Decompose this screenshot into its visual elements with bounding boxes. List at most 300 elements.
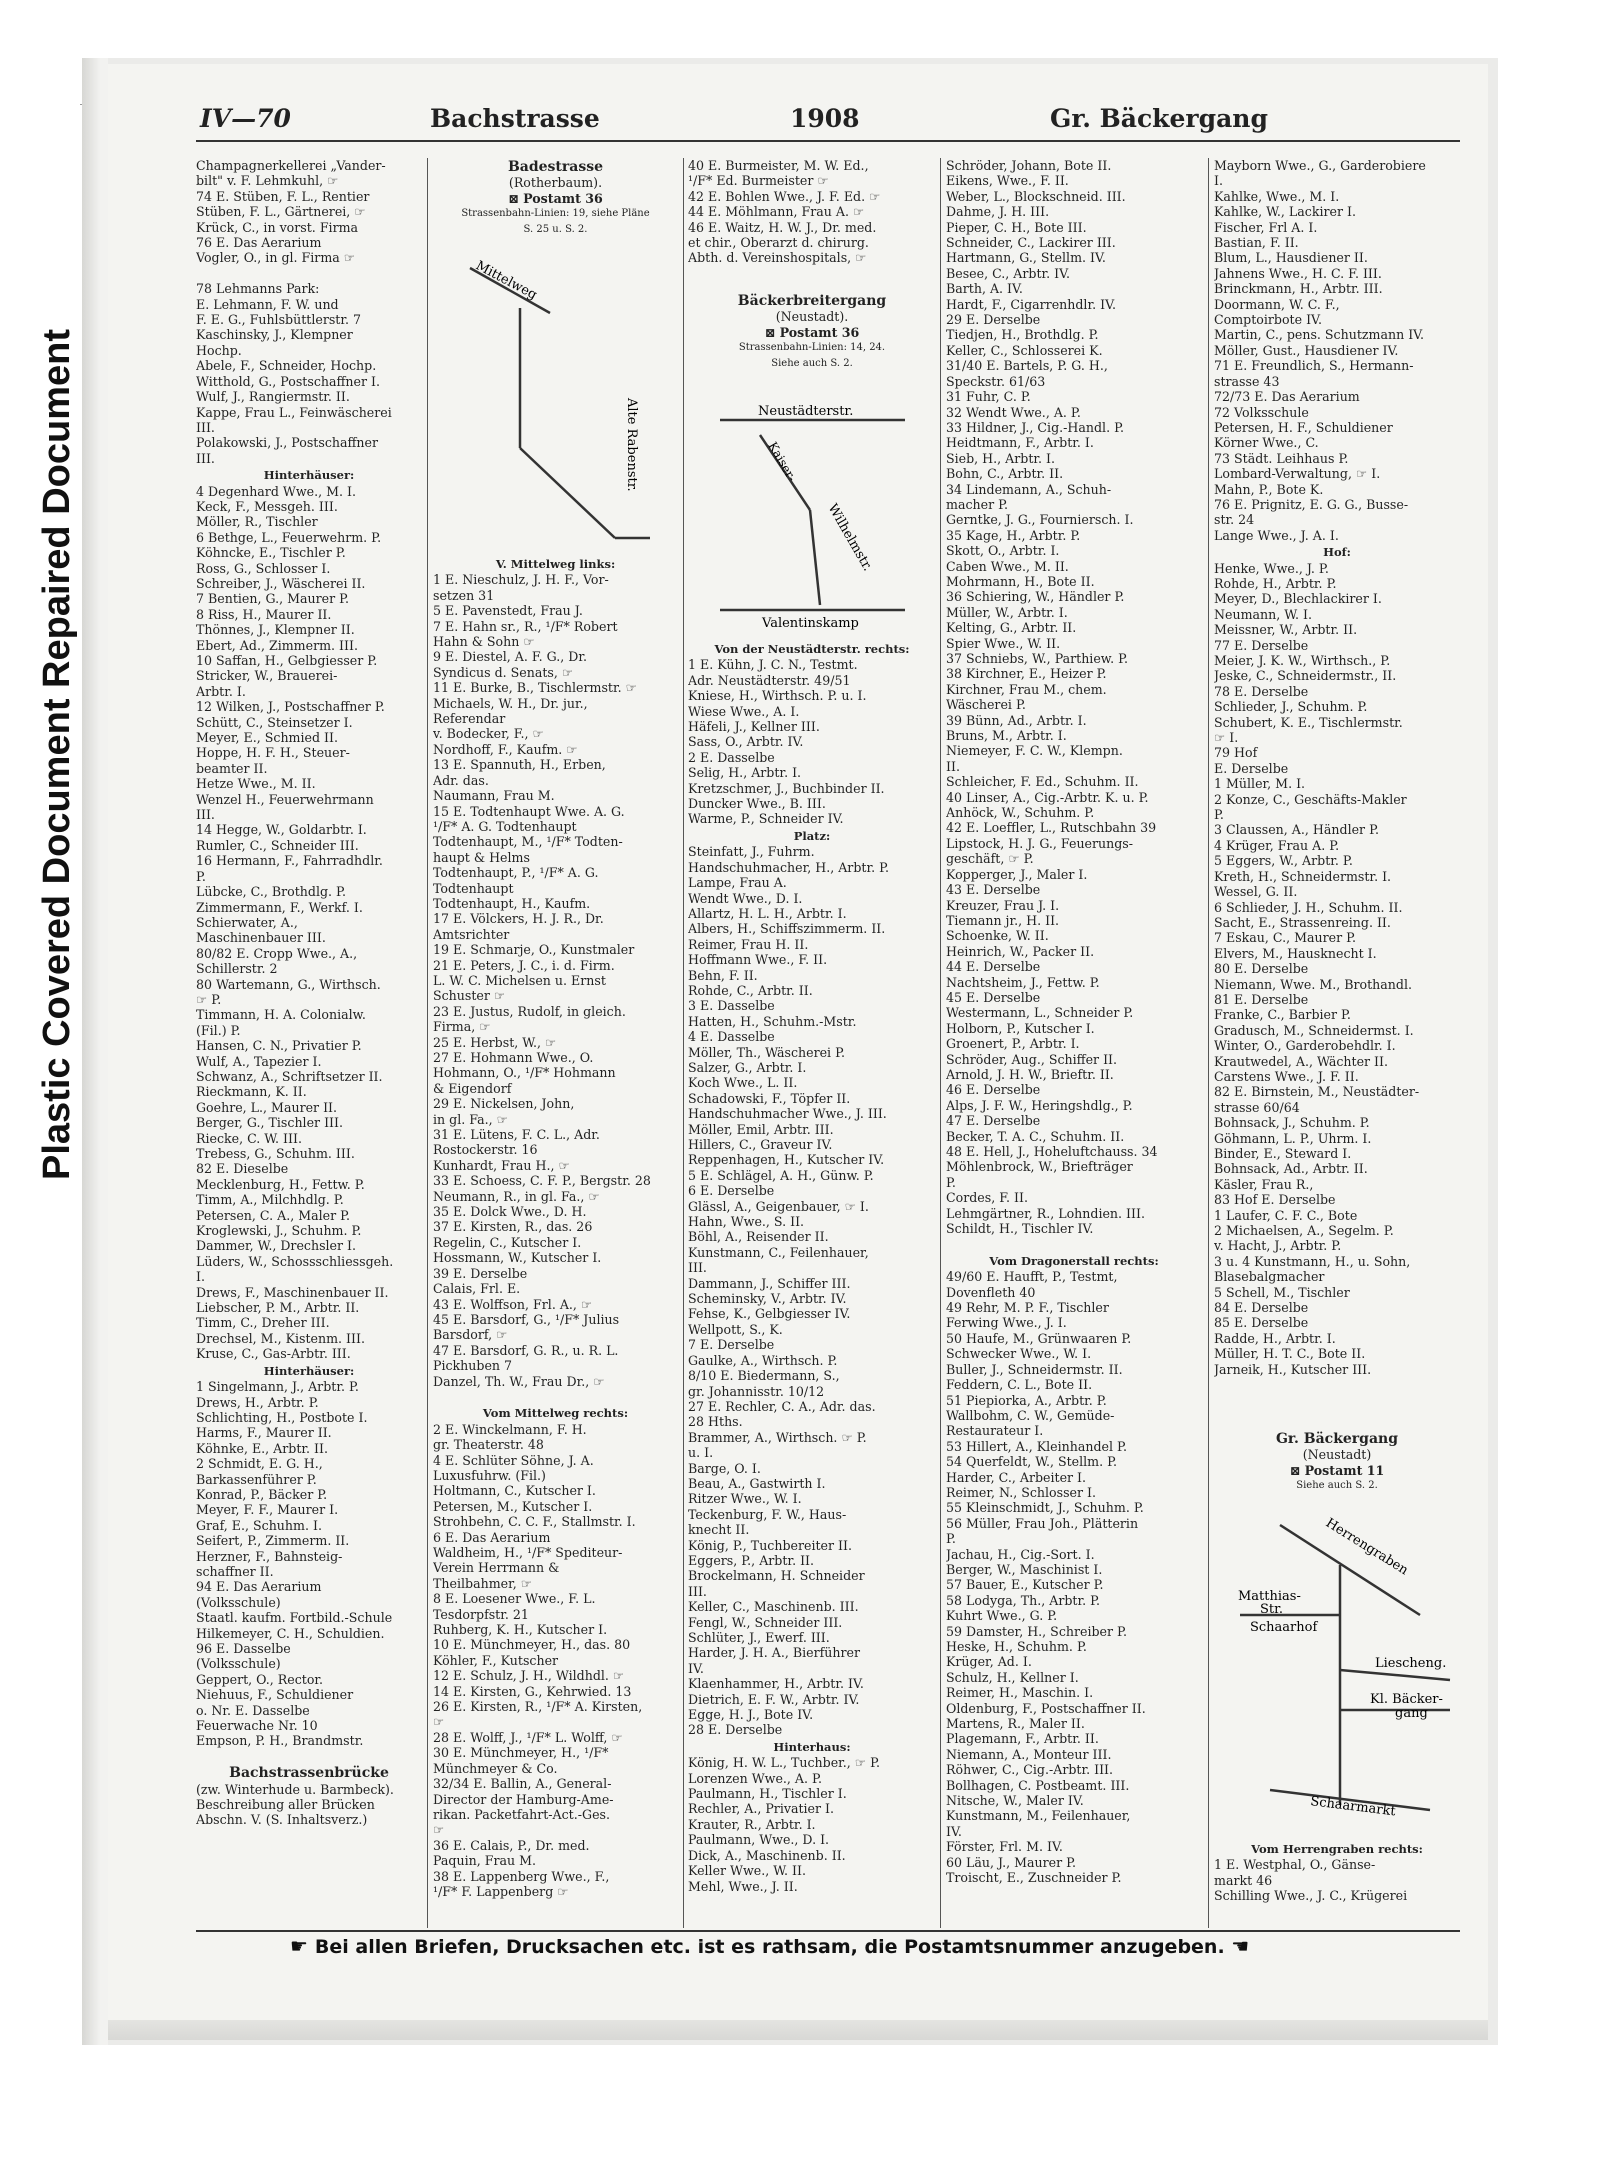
directory-entry: P. xyxy=(1214,807,1224,823)
directory-entry: Holborn, P., Kutscher I. xyxy=(946,1020,1095,1036)
map-label-c: Wilhelmstr. xyxy=(824,501,875,574)
directory-entry: Stricker, W., Brauerei- xyxy=(196,668,338,684)
directory-entry: Kunhardt, Frau H., ☞ xyxy=(433,1157,570,1173)
directory-entry: ☞ xyxy=(433,1822,445,1838)
directory-entry: Carstens Wwe., J. F. II. xyxy=(1214,1068,1359,1084)
directory-entry: Kahlke, W., Lackirer I. xyxy=(1214,204,1356,220)
directory-entry: 6 E. Derselbe xyxy=(688,1183,775,1199)
directory-entry: 25 E. Herbst, W., ☞ xyxy=(433,1034,557,1050)
directory-entry: 26 E. Kirsten, R., ¹/F* A. Kirsten, xyxy=(433,1699,643,1715)
directory-entry: II. xyxy=(946,758,960,774)
directory-entry: Schröder, Johann, Bote II. xyxy=(946,158,1112,173)
directory-entry: 28 E. Derselbe xyxy=(688,1722,783,1738)
directory-entry: Speckstr. 61/63 xyxy=(946,373,1046,389)
directory-entry: 45 E. Barsdorf, G., ¹/F* Julius xyxy=(433,1311,620,1327)
directory-entry: 42 E. Loeffler, L., Rutschbahn 39 xyxy=(946,820,1157,836)
directory-entry: Scheminsky, V., Arbtr. IV. xyxy=(688,1291,847,1307)
directory-entry: 38 E. Lappenberg Wwe., F., xyxy=(433,1868,610,1884)
stamp-label: Plastic Covered Document Repaired Document xyxy=(36,329,78,1180)
directory-entry: Tiemann jr., H. II. xyxy=(946,912,1060,928)
directory-entry: Teckenburg, F. W., Haus- xyxy=(688,1506,847,1522)
directory-entry: Timm, C., Dreher III. xyxy=(196,1315,330,1331)
directory-entry: Klaenhammer, H., Arbtr. IV. xyxy=(688,1676,864,1692)
directory-entry: Cordes, F. II. xyxy=(946,1190,1028,1206)
directory-entry: 4 E. Schlüter Söhne, J. A. xyxy=(433,1452,594,1468)
directory-entry: Schadowski, F., Töpfer II. xyxy=(688,1090,851,1106)
directory-entry: 35 E. Dolck Wwe., D. H. xyxy=(433,1204,587,1220)
directory-entry: Dietrich, E. F. W., Arbtr. IV. xyxy=(688,1691,860,1707)
map-road xyxy=(810,510,820,605)
pointing-hand-icon: ☚ xyxy=(1231,1934,1250,1958)
directory-entry: ☞ I. xyxy=(1214,730,1239,746)
directory-entry: 59 Damster, H., Schreiber P. xyxy=(946,1623,1127,1639)
directory-entry: Bohn, C., Arbtr. II. xyxy=(946,466,1064,482)
directory-entry: 60 Läu, J., Maurer P. xyxy=(946,1854,1077,1870)
postamt-label: ⊠ Postamt 36 xyxy=(508,190,603,206)
directory-entry: 8 Riss, H., Maurer II. xyxy=(196,606,332,622)
directory-entry: Gradusch, M., Schneidermst. I. xyxy=(1214,1022,1414,1038)
directory-entry: Nachtsheim, J., Fettw. P. xyxy=(946,974,1100,990)
directory-entry: Jarneik, H., Kutscher III. xyxy=(1214,1361,1372,1377)
directory-entry: Egge, H. J., Bote IV. xyxy=(688,1707,814,1723)
directory-entry: 31 E. Lütens, F. C. L., Adr. xyxy=(433,1127,600,1143)
street-map-baeckerbreitergang xyxy=(700,395,930,635)
directory-entry: 7 E. Hahn sr., R., ¹/F* Robert xyxy=(433,618,618,634)
directory-entry: gr. Theaterstr. 48 xyxy=(433,1437,544,1453)
directory-entry: Jeske, C., Schneidermstr., II. xyxy=(1214,668,1397,684)
directory-entry: Sass, O., Arbtr. IV. xyxy=(688,734,804,750)
directory-entry: Westermann, L., Schneider P. xyxy=(946,1005,1134,1021)
directory-entry: 6 Schlieder, J. H., Schuhm. II. xyxy=(1214,899,1403,915)
directory-entry: Lüders, W., Schossschliessgeh. xyxy=(196,1253,394,1269)
directory-entry: 44 E. Derselbe xyxy=(946,959,1041,975)
map-label-b: Kaiser- xyxy=(765,439,800,484)
directory-entry: Todtenhaupt xyxy=(433,880,514,896)
directory-entry: Niemeyer, F. C. W., Klempn. xyxy=(946,743,1123,759)
directory-entry: Barth, A. IV. xyxy=(946,281,1023,297)
directory-entry: Hartmann, G., Stellm. IV. xyxy=(946,250,1106,266)
directory-entry: in gl. Fa., ☞ xyxy=(433,1111,508,1127)
directory-entry xyxy=(196,1749,422,1764)
directory-entry: 81 E. Derselbe xyxy=(1214,991,1309,1007)
directory-entry: Paulmann, H., Tischler I. xyxy=(688,1786,847,1802)
directory-entry: Hardt, F., Cigarrenhdlr. IV. xyxy=(946,296,1116,312)
directory-entry: Martens, R., Maler II. xyxy=(946,1716,1085,1732)
column-3-header xyxy=(688,292,936,371)
directory-entry: (Volksschule) xyxy=(196,1594,281,1610)
directory-entry: 50 Haufe, M., Grünwaaren P. xyxy=(946,1330,1132,1346)
directory-entry: Blasebalgmacher xyxy=(1214,1269,1325,1285)
directory-entry: 42 E. Bohlen Wwe., J. F. Ed. ☞ xyxy=(688,188,881,204)
directory-entry: Tiedjen, H., Brothdlg. P. xyxy=(946,327,1099,343)
footer-rule xyxy=(196,1930,1460,1932)
directory-entry: 35 Kage, H., Arbtr. P. xyxy=(946,527,1081,543)
directory-entry: Lübcke, C., Brothdlg. P. xyxy=(196,884,346,900)
directory-entry: Ritzer Wwe., W. I. xyxy=(688,1491,802,1507)
directory-entry: 36 Schiering, W., Händler P. xyxy=(946,589,1125,605)
directory-entry: 49/60 E. Haufft, P., Testmt, xyxy=(946,1269,1118,1285)
column-5 xyxy=(1214,158,1460,1377)
section-heading: Vom Herrengraben rechts: xyxy=(1251,1842,1423,1856)
directory-entry: setzen 31 xyxy=(433,587,495,603)
directory-entry: Todtenhaupt, H., Kaufm. xyxy=(433,895,591,911)
directory-entry: 7 Eskau, C., Maurer P. xyxy=(1214,930,1357,946)
directory-entry: IV. xyxy=(946,1823,962,1839)
directory-entry: Schütt, C., Steinsetzer I. xyxy=(196,714,353,730)
directory-entry: Kreth, H., Schneidermstr. I. xyxy=(1214,868,1392,884)
directory-entry: Paquin, Frau M. xyxy=(433,1853,537,1869)
directory-entry: Radde, H., Arbtr. I. xyxy=(1214,1330,1336,1346)
directory-entry: Handschuhmacher Wwe., J. III. xyxy=(688,1106,887,1122)
directory-entry: 3 u. 4 Kunstmann, H., u. Sohn, xyxy=(1214,1253,1411,1269)
directory-entry: Oldenburg, F., Postschaffner II. xyxy=(946,1700,1146,1716)
directory-entry: 32 Wendt Wwe., A. P. xyxy=(946,404,1081,420)
directory-entry: E. Derselbe xyxy=(1214,760,1289,776)
directory-entry: Eggers, P., Arbtr. II. xyxy=(688,1552,815,1568)
directory-entry: 7 Bentien, G., Maurer P. xyxy=(196,591,350,607)
directory-entry: Franke, C., Barbier P. xyxy=(1214,1007,1351,1023)
directory-entry: Drews, F., Maschinenbauer II. xyxy=(196,1284,389,1300)
map-label-d: Valentinskamp xyxy=(762,616,859,631)
directory-entry: Alps, J. F. W., Heringshdlg., P. xyxy=(946,1097,1133,1113)
directory-entry: Hilkemeyer, C. H., Schuldien. xyxy=(196,1625,385,1641)
directory-entry: 5 E. Pavenstedt, Frau J. xyxy=(433,603,583,619)
directory-entry: 1 E. Nieschulz, J. H. F., Vor- xyxy=(433,572,609,588)
directory-entry: Nordhoff, F., Kaufm. ☞ xyxy=(433,741,578,757)
directory-entry: 51 Piepiorka, A., Arbtr. P. xyxy=(946,1392,1107,1408)
directory-entry: 72/73 E. Das Aerarium xyxy=(1214,389,1360,405)
directory-entry: 54 Querfeldt, W., Stellm. P. xyxy=(946,1454,1118,1470)
directory-entry: 6 E. Das Aerarium xyxy=(433,1529,551,1545)
tram-lines: Strassenbahn-Linien: 19, siehe Pläne xyxy=(461,208,650,220)
district-label: (Rotherbaum). xyxy=(508,175,603,191)
street-title: Badestrasse xyxy=(507,159,604,175)
directory-entry: Niehuus, F., Schuldiener xyxy=(196,1687,354,1703)
plan-reference: Siehe auch S. 2. xyxy=(1296,1480,1378,1492)
directory-entry: Beschreibung aller Brücken xyxy=(196,1797,375,1813)
directory-entry: Rohde, C., Arbtr. II. xyxy=(688,982,813,998)
directory-entry: strasse 60/64 xyxy=(1214,1099,1300,1115)
directory-entry: Meyer, F. F., Maurer I. xyxy=(196,1502,339,1518)
plan-reference: S. 25 u. S. 2. xyxy=(523,223,588,235)
directory-entry: Albers, H., Schiffszimmerm. II. xyxy=(688,921,886,937)
directory-entry: ☞ P. xyxy=(196,991,222,1007)
directory-entry: 30 E. Münchmeyer, H., ¹/F* xyxy=(433,1745,609,1761)
directory-entry: Häfeli, J., Kellner III. xyxy=(688,719,820,735)
directory-entry: ¹/F* Ed. Burmeister ☞ xyxy=(688,173,829,189)
directory-entry: Niemann, A., Monteur III. xyxy=(946,1746,1112,1762)
directory-entry: Rostockerstr. 16 xyxy=(433,1142,538,1158)
directory-entry: 37 Schniebs, W., Parthiew. P. xyxy=(946,651,1128,666)
directory-entry: & Eigendorf xyxy=(433,1080,512,1096)
directory-entry: Staatl. kaufm. Fortbild.-Schule xyxy=(196,1610,393,1626)
directory-entry: Köhnke, E., Arbtr. II. xyxy=(196,1440,328,1456)
district-label: (Neustadt) xyxy=(1302,1447,1372,1463)
directory-entry: 29 E. Nickelsen, John, xyxy=(433,1096,575,1112)
directory-entry: macher P. xyxy=(946,496,1009,512)
directory-entry: Schlüter, J., Ewerf. III. xyxy=(688,1630,830,1645)
column-3 xyxy=(688,640,936,1894)
directory-entry: Berger, G., Tischler III. xyxy=(196,1115,343,1131)
directory-entry: Caben Wwe., M. II. xyxy=(946,558,1069,574)
directory-entry: 72 Volksschule xyxy=(1214,404,1309,420)
directory-entry: 46 E. Derselbe xyxy=(946,1082,1041,1098)
directory-entry: Berger, W., Maschinist I. xyxy=(946,1561,1103,1577)
directory-entry: Petersen, C. A., Maler P. xyxy=(196,1207,351,1223)
directory-entry: Jachau, H., Cig.-Sort. I. xyxy=(946,1546,1095,1562)
directory-entry: Krück, C., in vorst. Firma xyxy=(196,219,359,235)
directory-entry: Drechsel, M., Kistenm. III. xyxy=(196,1330,365,1346)
directory-entry: Schierwater, A., xyxy=(196,914,298,930)
directory-entry: 40 Linser, A., Cig.-Arbtr. K. u. P. xyxy=(946,789,1149,805)
directory-entry: Dick, A., Maschinenb. II. xyxy=(688,1847,846,1863)
directory-entry: Strohbehn, C. C. F., Stallmstr. I. xyxy=(433,1514,636,1530)
directory-entry: Timm, A., Milchhdlg. P. xyxy=(196,1192,344,1208)
directory-entry: Krüger, Ad. I. xyxy=(946,1654,1032,1670)
directory-entry: Martin, C., pens. Schutzmann IV. xyxy=(1214,327,1425,343)
directory-entry: Duncker Wwe., B. III. xyxy=(688,796,826,812)
column-divider xyxy=(427,158,428,1928)
page-number: IV—70 xyxy=(200,104,291,133)
directory-entry: Zimmermann, F., Werkf. I. xyxy=(196,899,363,915)
directory-entry: Kroglewski, J., Schuhm. P. xyxy=(196,1223,362,1239)
directory-entry: Rieckmann, K. II. xyxy=(196,1084,307,1100)
directory-entry: Kreuzer, Frau J. I. xyxy=(946,897,1060,913)
directory-entry: 3 E. Dasselbe xyxy=(688,998,775,1014)
directory-entry: 55 Kleinschmidt, J., Schuhm. P. xyxy=(946,1500,1144,1516)
directory-entry: Lange Wwe., J. A. I. xyxy=(1214,527,1339,543)
directory-entry: Körner Wwe., C. xyxy=(1214,435,1319,451)
directory-entry: 28 Hths. xyxy=(688,1414,743,1430)
section-heading: Vom Mittelweg rechts: xyxy=(482,1406,629,1421)
directory-entry: 33 Hildner, J., Cig.-Handl. P. xyxy=(946,419,1125,435)
directory-entry: Blum, L., Hausdiener II. xyxy=(1214,250,1368,266)
directory-entry: Referendar xyxy=(433,711,506,727)
directory-entry: Witthold, G., Postschaffner I. xyxy=(196,373,380,389)
directory-entry: 39 Bünn, Ad., Arbtr. I. xyxy=(946,712,1087,728)
directory-entry: Lorenzen Wwe., A. P. xyxy=(688,1770,822,1786)
header-rule xyxy=(196,140,1460,142)
directory-entry: I. xyxy=(1214,173,1223,189)
directory-entry xyxy=(196,266,422,281)
directory-entry: Förster, Frl. M. IV. xyxy=(946,1839,1063,1855)
directory-entry: Niemann, Wwe. M., Brothandl. xyxy=(1214,976,1413,992)
directory-entry: Ross, G., Schlosser I. xyxy=(196,560,331,576)
directory-entry: 12 E. Schulz, J. H., Wildhdl. ☞ xyxy=(433,1668,625,1684)
map-label-b: Alte Rabenstr. xyxy=(624,398,639,492)
directory-entry: Calais, Frl. E. xyxy=(433,1281,521,1297)
directory-entry: Adr. das. xyxy=(433,772,489,788)
directory-entry: Waldheim, H., ¹/F* Spediteur- xyxy=(433,1545,623,1560)
directory-entry: Handschuhmacher, H., Arbtr. P. xyxy=(688,859,890,875)
directory-entry: Mehl, Wwe., J. II. xyxy=(688,1878,798,1894)
directory-entry: Becker, T. A. C., Schuhm. II. xyxy=(946,1128,1125,1144)
directory-entry: o. Nr. E. Dasselbe xyxy=(196,1702,310,1718)
directory-entry: Hochp. xyxy=(196,342,242,358)
directory-entry: Wendt Wwe., D. I. xyxy=(688,890,803,906)
directory-entry: Stüben, F. L., Gärtnerei, ☞ xyxy=(196,204,366,220)
directory-entry: Kruse, C., Gas-Arbtr. III. xyxy=(196,1346,351,1362)
directory-entry: III. xyxy=(196,450,215,466)
directory-entry: v. Hacht, J., Arbtr. P. xyxy=(1214,1238,1342,1254)
column-divider xyxy=(940,158,941,1928)
directory-entry: 94 E. Das Aerarium xyxy=(196,1579,322,1595)
directory-entry: strasse 43 xyxy=(1214,373,1280,389)
directory-entry: Hohmann, O., ¹/F* Hohmann xyxy=(433,1065,616,1081)
directory-entry: Skott, O., Arbtr. I. xyxy=(946,543,1060,559)
directory-entry: 31/40 E. Bartels, P. G. H., xyxy=(946,358,1108,374)
directory-entry: Krautwedel, A., Wächter II. xyxy=(1214,1053,1389,1069)
directory-entry: 80 E. Derselbe xyxy=(1214,961,1309,977)
directory-entry: 74 E. Stüben, F. L., Rentier xyxy=(196,188,370,204)
directory-entry: Fengl, W., Schneider III. xyxy=(688,1614,843,1630)
directory-entry: Glässl, A., Geigenbauer, ☞ I. xyxy=(688,1198,869,1214)
column-4 xyxy=(946,158,1202,1886)
directory-entry: P. xyxy=(196,868,206,884)
directory-entry: Mecklenburg, H., Fettw. P. xyxy=(196,1176,365,1192)
directory-entry: 10 Saffan, H., Gelbgiesser P. xyxy=(196,653,378,668)
directory-entry: Ferwing Wwe., J. I. xyxy=(946,1315,1067,1331)
column-3-top xyxy=(688,158,936,266)
directory-entry: Abele, F., Schneider, Hochp. xyxy=(196,358,377,374)
column-divider xyxy=(1208,158,1209,1928)
directory-entry: Besee, C., Arbtr. IV. xyxy=(946,265,1071,281)
directory-entry: Gerntke, J. G., Fourniersch. I. xyxy=(946,512,1134,528)
directory-entry: 2 E. Winckelmann, F. H. xyxy=(433,1421,587,1437)
directory-entry: Kopperger, J., Maler I. xyxy=(946,866,1088,882)
directory-entry: Danzel, Th. W., Frau Dr., ☞ xyxy=(433,1373,605,1389)
directory-entry: Arnold, J. H. W., Brieftr. II. xyxy=(946,1066,1114,1082)
directory-entry: 82 E. Birnstein, M., Neustädter- xyxy=(1214,1084,1420,1100)
directory-entry: 4 E. Dasselbe xyxy=(688,1029,775,1045)
tram-lines: Strassenbahn-Linien: 14, 24. xyxy=(738,342,886,354)
directory-entry: ☞ xyxy=(433,1714,445,1730)
directory-entry: 12 Wilken, J., Postschaffner P. xyxy=(196,699,385,715)
directory-entry: u. I. xyxy=(688,1445,714,1461)
directory-entry: Weber, L., Blockschneid. III. xyxy=(946,188,1126,204)
map-label-g: gang xyxy=(1395,1706,1428,1721)
directory-entry: Keller, C., Schlosserei K. xyxy=(946,342,1103,358)
directory-entry xyxy=(433,1389,678,1404)
directory-entry: Kunstmann, C., Feilenhauer, xyxy=(688,1244,869,1260)
directory-entry: Schuster ☞ xyxy=(433,988,506,1004)
directory-entry: 1 Laufer, C. F. C., Bote xyxy=(1214,1207,1358,1223)
directory-entry: Kahlke, Wwe., M. I. xyxy=(1214,188,1340,204)
directory-entry: 39 E. Derselbe xyxy=(433,1265,528,1281)
directory-entry: ¹/F* A. G. Todtenhaupt xyxy=(433,818,577,834)
directory-entry: Harder, J. H. A., Bierführer xyxy=(688,1645,860,1661)
section-heading: Hof: xyxy=(1323,545,1351,560)
directory-entry: Ebert, Ad., Zimmerm. III. xyxy=(196,637,358,653)
postamt-label: ⊠ Postamt 11 xyxy=(1289,1462,1385,1478)
directory-entry: Kretzschmer, J., Buchbinder II. xyxy=(688,780,885,796)
directory-entry: Möller, Th., Wäscherei P. xyxy=(688,1044,846,1060)
directory-entry: Selig, H., Arbtr. I. xyxy=(688,765,802,781)
directory-entry: Schoenke, W. II. xyxy=(946,928,1049,944)
directory-entry: Maschinenbauer III. xyxy=(196,930,326,946)
directory-entry: 11 E. Burke, B., Tischlermstr. ☞ xyxy=(433,680,637,696)
directory-entry: Möller, Gust., Hausdiener IV. xyxy=(1214,342,1399,358)
directory-entry: str. 24 xyxy=(1214,512,1255,528)
directory-entry: 78 Lehmanns Park: xyxy=(196,281,320,297)
directory-entry: 14 Hegge, W., Goldarbtr. I. xyxy=(196,822,367,838)
directory-entry: 73 Städt. Leihhaus P. xyxy=(1214,450,1349,466)
directory-entry: Wäscherei P. xyxy=(946,697,1026,713)
directory-entry: Bruns, M., Arbtr. I. xyxy=(946,728,1067,744)
directory-entry: Eikens, Wwe., F. II. xyxy=(946,173,1069,189)
directory-entry: Todtenhaupt, M., ¹/F* Todten- xyxy=(433,834,623,850)
directory-entry xyxy=(946,1236,1202,1251)
district-label: (Neustadt). xyxy=(775,309,849,325)
directory-entry: Seifert, P., Zimmerm. II. xyxy=(196,1533,350,1549)
directory-entry: Elvers, M., Hausknecht I. xyxy=(1214,945,1377,961)
directory-entry: Restaurateur I. xyxy=(946,1423,1044,1439)
directory-entry: 8/10 E. Biedermann, S., xyxy=(688,1368,840,1384)
street-map-gr-baeckergang xyxy=(1220,1505,1458,1825)
directory-entry: Riecke, C. W. III. xyxy=(196,1130,302,1146)
directory-entry: Bohnsack, Ad., Arbtr. II. xyxy=(1214,1161,1368,1177)
directory-entry: 44 E. Möhlmann, Frau A. ☞ xyxy=(688,204,865,220)
map-label-c: Str. xyxy=(1260,1602,1284,1617)
directory-entry: 14 E. Kirsten, G., Kehrwied. 13 xyxy=(433,1683,632,1699)
directory-entry: Fischer, Frl A. I. xyxy=(1214,219,1318,235)
directory-entry: 1 E. Westphal, O., Gänse- xyxy=(1214,1857,1376,1873)
directory-entry: et chir., Oberarzt d. chirurg. xyxy=(688,235,869,251)
directory-entry: Wiese Wwe., A. I. xyxy=(688,703,800,719)
map-label-d: Schaarhof xyxy=(1250,1620,1318,1635)
directory-entry: Regelin, C., Kutscher I. xyxy=(433,1234,582,1250)
directory-entry: Feddern, C. L., Bote II. xyxy=(946,1377,1093,1393)
directory-entry: Hahn & Sohn ☞ xyxy=(433,634,535,650)
directory-entry: Ruhberg, K. H., Kutscher I. xyxy=(433,1622,608,1638)
directory-entry: Mahn, P., Bote K. xyxy=(1214,481,1324,497)
map-label-a: Neustädterstr. xyxy=(758,404,854,419)
directory-entry: Syndicus d. Senats, ☞ xyxy=(433,664,574,680)
directory-entry: Kuhrt Wwe., G. P. xyxy=(946,1608,1058,1624)
directory-entry: Buller, J., Schneidermstr. II. xyxy=(946,1361,1123,1377)
street-title: Bäckerbreitergang xyxy=(737,293,887,309)
directory-entry: 40 E. Burmeister, M. W. Ed., xyxy=(688,158,869,173)
directory-entry: Barsdorf, ☞ xyxy=(433,1327,508,1343)
directory-entry: Fehse, K., Gelbgiesser IV. xyxy=(688,1306,851,1322)
directory-entry: beamter II. xyxy=(196,760,268,776)
directory-entry: 84 E. Derselbe xyxy=(1214,1300,1309,1316)
directory-entry: Allartz, H. L. H., Arbtr. I. xyxy=(688,905,847,921)
directory-entry: 27 E. Hohmann Wwe., O. xyxy=(433,1050,594,1065)
directory-entry: Bastian, F. II. xyxy=(1214,235,1299,251)
directory-entry: Koch Wwe., L. II. xyxy=(688,1075,798,1091)
directory-entry: Schlichting, H., Postbote I. xyxy=(196,1409,368,1425)
directory-entry: III. xyxy=(196,807,215,823)
directory-entry: Doormann, W. C. F., xyxy=(1214,296,1340,312)
column-divider xyxy=(683,158,684,1928)
directory-entry: Meier, J. K. W., Wirthsch., P. xyxy=(1214,653,1391,668)
directory-entry: geschäft, ☞ P. xyxy=(946,851,1034,867)
directory-entry: Konrad, P., Bäcker P. xyxy=(196,1486,328,1502)
directory-entry: Beau, A., Gastwirth I. xyxy=(688,1475,826,1491)
directory-entry: 28 E. Wolff, J., ¹/F* L. Wolff, ☞ xyxy=(433,1729,623,1745)
directory-entry: Firma, ☞ xyxy=(433,1019,491,1035)
directory-entry: Tesdorpfstr. 21 xyxy=(433,1606,529,1622)
directory-entry: 2 E. Dasselbe xyxy=(688,749,775,765)
directory-entry: Wulf, J., Rangiermstr. II. xyxy=(196,389,350,405)
directory-entry: Salzer, G., Arbtr. I. xyxy=(688,1059,807,1075)
directory-entry: Schubert, K. E., Tischlermstr. xyxy=(1214,714,1403,730)
directory-entry: Reimer, H., Maschin. I. xyxy=(946,1685,1094,1701)
directory-entry: 34 Lindemann, A., Schuh- xyxy=(946,481,1112,497)
directory-entry: Kappe, Frau L., Feinwäscherei xyxy=(196,404,392,420)
directory-entry: Hillers, C., Graveur IV. xyxy=(688,1137,833,1152)
